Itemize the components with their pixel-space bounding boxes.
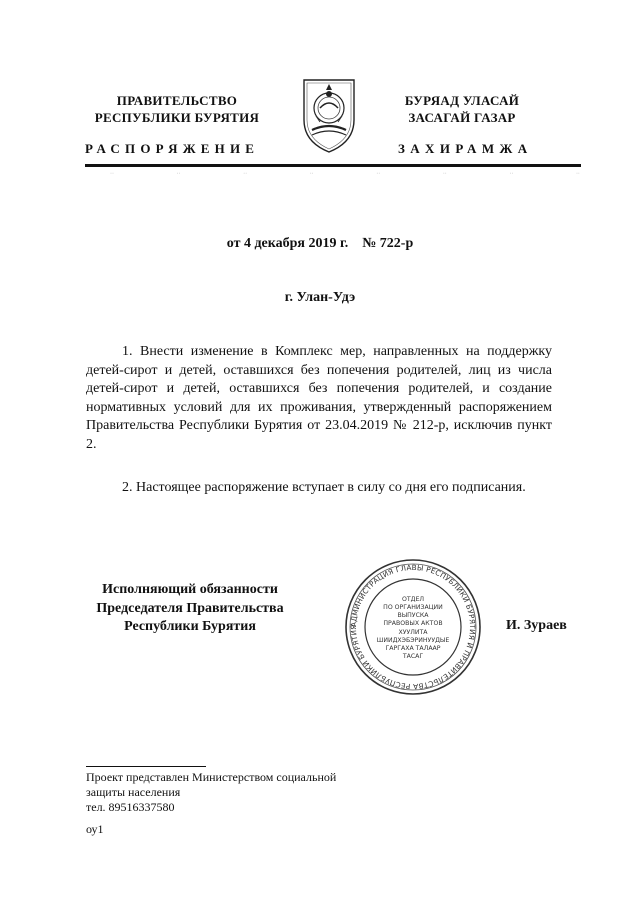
footnote-divider: [86, 766, 206, 767]
header-right-doctype: ЗАХИРАМЖА: [398, 141, 533, 156]
signatory-title: [80, 581, 300, 637]
header-left-org: [82, 92, 272, 126]
signatory-name: И. Зураев: [506, 618, 567, 633]
seal-line3: ВЫПУСКА: [397, 612, 429, 619]
seal-line5: ХУУЛИТА: [398, 629, 428, 636]
paragraph-1: 1. Внести изменение в Комплекс мер, направленных на поддержку детей-сирот и детей, оставшихся без попечения родителей, лиц из числа детей-сирот и детей, оставшихся без попечения родителей, и создание нормативных условий для их проживания, утвержденный распоряжением Правительства Республики Бурятия от 23.04.2019 № 212-р, исключив пункт 2.: [86, 344, 552, 452]
seal-line7: ГАРГАХА ТАЛААР: [385, 645, 441, 652]
document-date-number: от 4 декабря 2019 г. № 722-р: [226, 236, 414, 251]
header-right-org: [372, 92, 552, 126]
footnote: [86, 770, 386, 815]
header-left-line2: РЕСПУБЛИКИ БУРЯТИЯ: [94, 110, 260, 125]
header-left-line1: ПРАВИТЕЛЬСТВО: [116, 93, 238, 108]
seal-line4: ПРАВОВЫХ АКТОВ: [383, 620, 443, 627]
seal-ring-text: АДМИНИСТРАЦИЯ ГЛАВЫ РЕСПУБЛИКИ БУРЯТИЯ И ПРАВИТЕЛЬСТВА РЕСПУБЛИКИ БУРЯТИЯ: [348, 562, 478, 692]
paragraph-2: 2. Настоящее распоряжение вступает в силу со дня его подписания.: [122, 480, 526, 495]
document-code: оу1: [86, 822, 104, 836]
coat-of-arms-icon: [298, 72, 360, 154]
signatory-title-line1: Исполняющий обязанности: [102, 582, 278, 597]
seal-line6: ШИИДХЭБЭРИНУУДЫЕ: [376, 637, 450, 644]
footnote-line1: Проект представлен Министерством социальной: [86, 770, 337, 784]
signatory-title-line2: Председателя Правительства: [96, 600, 284, 616]
official-seal-icon: [343, 557, 483, 697]
header-right-line1: БУРЯАД УЛАСАЙ: [404, 93, 520, 108]
seal-line1: ОТДЕЛ: [401, 596, 425, 603]
document-city: г. Улан-Удэ: [284, 290, 356, 305]
signatory-title-line3: Республики Бурятия: [124, 619, 256, 634]
header-right-line2: ЗАСАГАЙ ГАЗАР: [408, 110, 516, 125]
svg-text:АДМИНИСТРАЦИЯ ГЛАВЫ РЕСПУБЛИКИ: [349, 563, 477, 691]
header-divider: [85, 164, 581, 167]
seal-line8: ТАСАГ: [402, 653, 424, 660]
footnote-line2: защиты населения: [86, 785, 181, 799]
header-left-doctype: РАСПОРЯЖЕНИЕ: [85, 141, 260, 156]
footnote-phone: тел. 89516337580: [86, 800, 175, 814]
header-dot-leaders: ·· ·· ·· ·· ·· ·· ·· ··: [110, 171, 580, 177]
seal-line2: ПО ОРГАНИЗАЦИИ: [383, 604, 443, 611]
